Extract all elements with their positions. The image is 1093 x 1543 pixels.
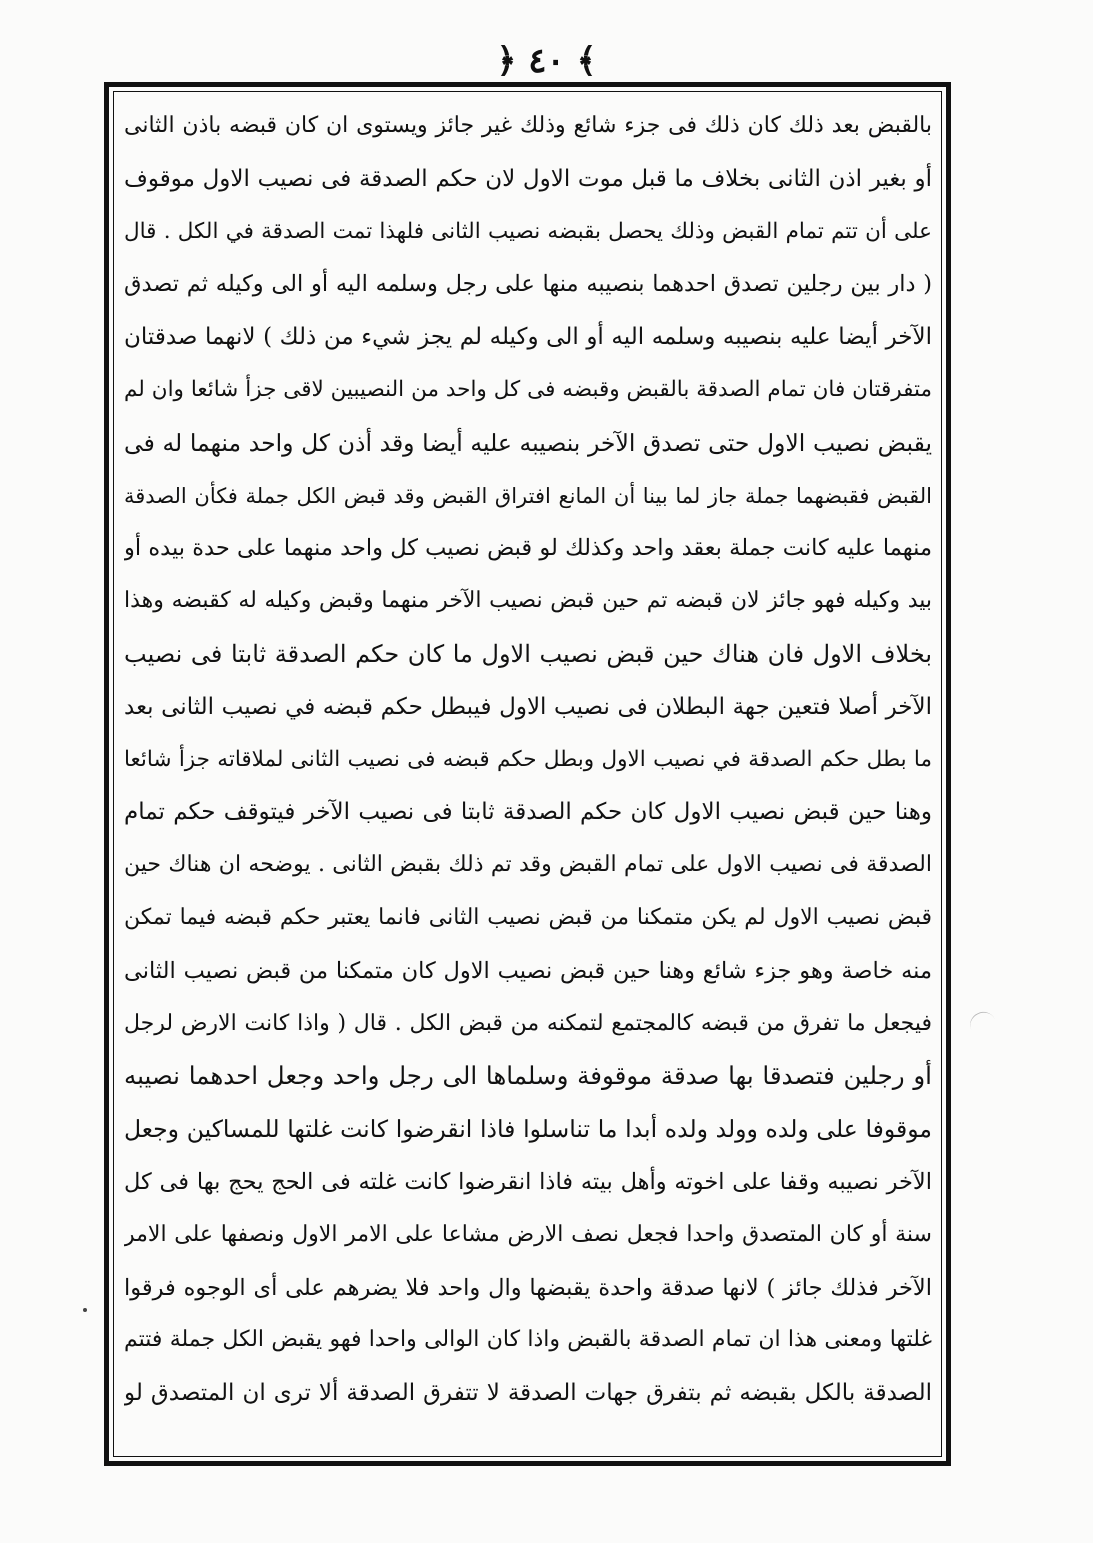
text-line: ما بطل حكم الصدقة في نصيب الاول وبطل حكم قبضه فى نصيب الثانى لملاقاته جزأ شائعا xyxy=(124,746,932,772)
text-line: يقبض نصيب الاول حتى تصدق الآخر بنصيبه عليه أيضا وقد أذن كل واحد منهما له فى xyxy=(124,428,932,457)
text-line: منهما عليه كانت جملة بعقد واحد وكذلك لو قبض نصيب كل واحد منهما على حدة بيده أو xyxy=(124,535,932,562)
text-line: الصدقة فى نصيب الاول على تمام القبض وقد تم ذلك بقبض الثانى . يوضحه ان هناك حين xyxy=(124,852,932,878)
text-line: الصدقة بالكل بقبضه ثم بتفرق جهات الصدقة لا تتفرق الصدقة ألا ترى ان المتصدق لو xyxy=(124,1380,932,1407)
text-line: موقوفا على ولده وولد ولده أبدا ما تناسلوا فاذا انقرضوا كانت غلتها للمساكين وجعل xyxy=(124,1115,932,1144)
text-line: الآخر أيضا عليه بنصيبه وسلمه اليه أو الى وكيله لم يجز شيء من ذلك ) لانهما صدقتان xyxy=(124,324,932,351)
text-line: سنة أو كان المتصدق واحدا فجعل نصف الارض مشاعا على الامر الاول ونصفها على الامر xyxy=(124,1221,932,1247)
text-line: بيد وكيله فهو جائز لان قبضه تم حين قبض نصيب الآخر منهما وقبض وكيله له كقبضه وهذا xyxy=(124,588,932,614)
text-line: بالقبض بعد ذلك كان ذلك فى جزء شائع وذلك غير جائز ويستوى ان كان قبضه باذن الثانى xyxy=(124,113,932,138)
text-line: قبض نصيب الاول لم يكن متمكنا من قبض نصيب الثانى فانما يعتبر حكم قبضه فيما تمكن xyxy=(124,904,932,930)
text-line: الآخر نصيبه وقفا على اخوته وأهل بيته فاذا انقرضوا كانت غلته فى الحج يحج بها فى كل xyxy=(124,1168,932,1195)
text-line: فيجعل ما تفرق من قبضه كالمجتمع لتمكنه من قبض الكل . قال ( واذا كانت الارض لرجل xyxy=(124,1010,932,1036)
text-line: منه خاصة وهو جزء شائع وهنا حين قبض نصيب الاول كان متمكنا من قبض نصيب الثانى xyxy=(124,957,932,984)
text-line: وهنا حين قبض نصيب الاول كان حكم الصدقة ثابتا فى نصيب الآخر فيتوقف حكم تمام xyxy=(124,799,932,826)
text-line: غلتها ومعنى هذا ان تمام الصدقة بالقبض واذا كان الوالى واحدا فهو يقبض الكل جملة فتتم xyxy=(124,1327,932,1353)
text-line: الآخر فذلك جائز ) لانها صدقة واحدة يقبضها وال واحد فلا يضرهم على أى الوجوه فرقوا xyxy=(124,1274,932,1301)
text-line: على أن تتم تمام القبض وذلك يحصل بقبضه نصيب الثانى فلهذا تمت الصدقة في الكل . قال xyxy=(124,218,932,244)
body-text xyxy=(124,100,932,1446)
text-line: بخلاف الاول فان هناك حين قبض نصيب الاول ما كان حكم الصدقة ثابتا فى نصيب xyxy=(124,639,932,668)
text-line: الآخر أصلا فتعين جهة البطلان فى نصيب الاول فيبطل حكم قبضه في نصيب الثانى بعد xyxy=(124,693,932,720)
text-line: القبض فقبضهما جملة جاز لما بينا أن المانع افتراق القبض وقد قبض الكل جملة فكأن الصدقة xyxy=(124,483,932,508)
page-number-header: ﴿ ٤٠ ﴾ xyxy=(496,41,597,81)
text-line: أو بغير اذن الثانى بخلاف ما قبل موت الاول لان حكم الصدقة فى نصيب الاول موقوف xyxy=(124,165,932,192)
text-line: متفرقتان فان تمام الصدقة بالقبض وقبضه فى كل واحد من النصيبين لاقى جزأ شائعا وان لم xyxy=(124,376,932,402)
text-line: أو رجلين فتصدقا بها صدقة موقوفة وسلماها الى رجل واحد وجعل احدهما نصيبه xyxy=(124,1061,932,1091)
margin-dot xyxy=(83,1308,87,1312)
text-line: ( دار بين رجلين تصدق احدهما بنصيبه منها على رجل وسلمه اليه أو الى وكيله ثم تصدق xyxy=(124,271,932,298)
margin-pencil-mark xyxy=(966,1008,1000,1042)
